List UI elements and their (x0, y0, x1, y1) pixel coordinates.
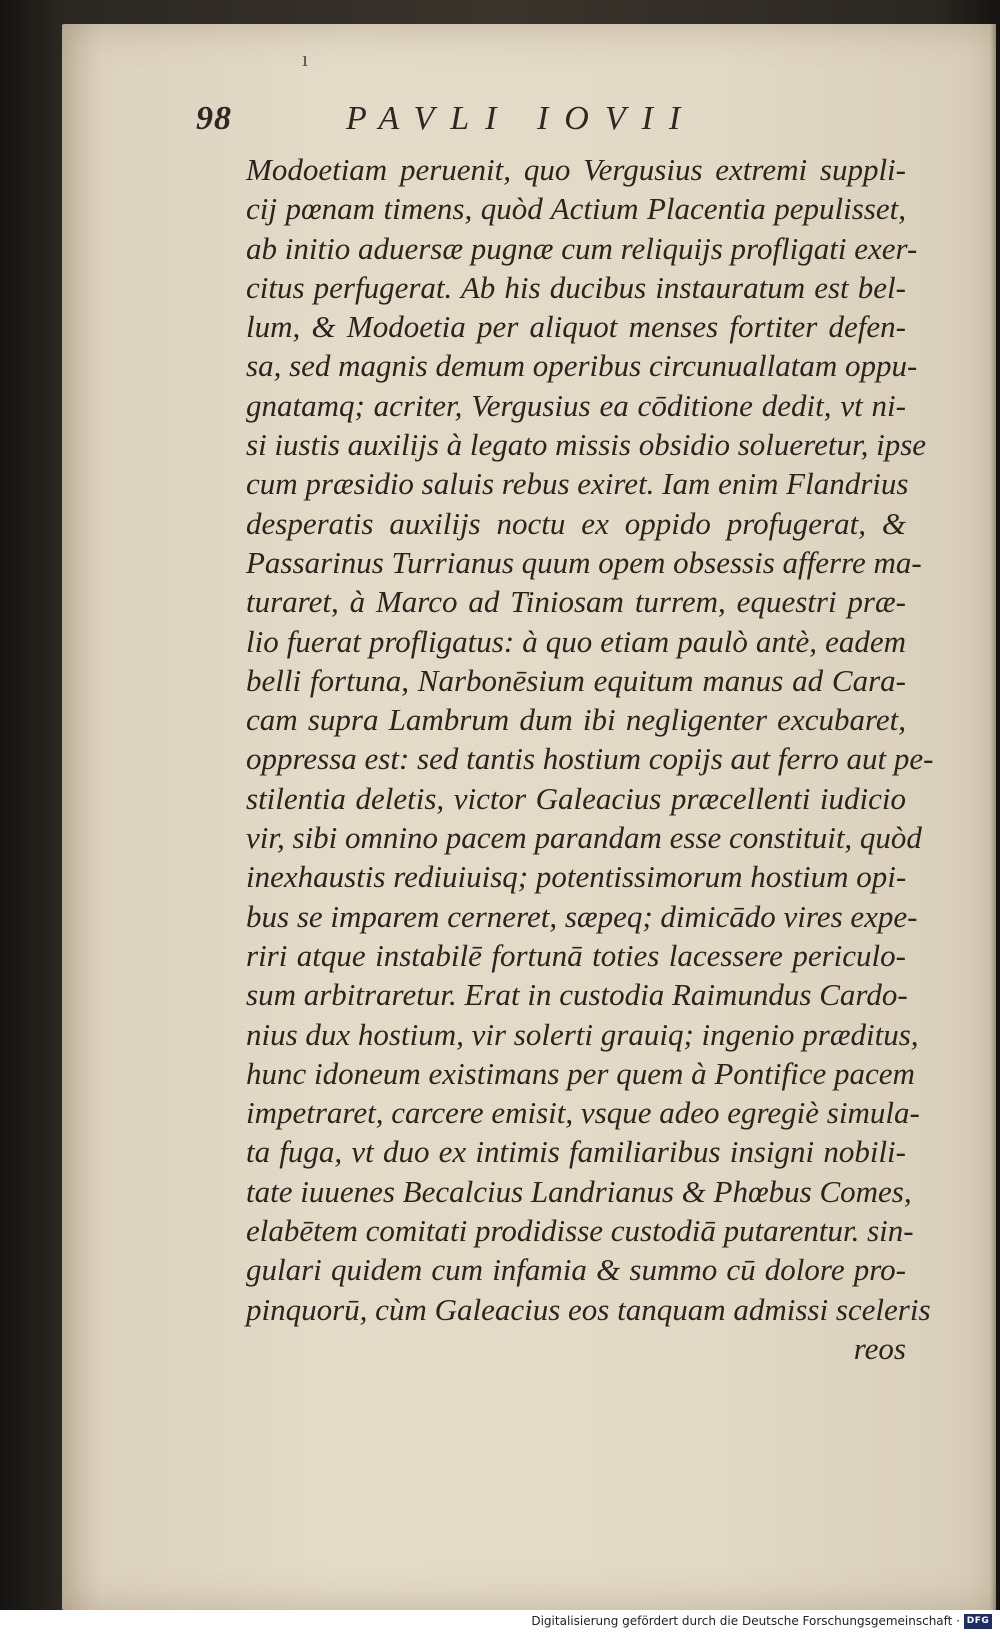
text-line: inexhaustis rediuiuisq; potentissimorum hostium opi- (246, 859, 907, 895)
text-line: hunc idoneum existimans per quem à Pontifice pacem (246, 1055, 915, 1091)
running-title: PAVLI IOVII (346, 100, 697, 137)
ink-speck: ı (302, 46, 309, 71)
text-line: belli fortuna, Narbonēsium equitum manus ad Cara- (246, 662, 906, 698)
text-line: sa, sed magnis demum operibus circunuallatam oppu- (246, 348, 918, 384)
text-line: si iustis auxilijs à legato missis obsidio solueretur, ipse (246, 427, 927, 463)
text-line: lum, & Modoetia per aliquot menses fortiter defen- (246, 309, 906, 345)
text-line: ab initio aduersæ pugnæ cum reliquijs profligati exer- (246, 230, 918, 266)
text-line: oppressa est: sed tantis hostium copijs aut ferro aut pe- (246, 741, 934, 777)
text-line: bus se imparem cerneret, sæpeq; dimicādo vires expe- (246, 898, 918, 934)
text-line: pinquorū, cùm Galeacius eos tanquam admissi sceleris (246, 1291, 931, 1327)
text-line: lio fuerat profligatus: à quo etiam paulò antè, eadem (246, 623, 906, 659)
text-line: gnatamq; acriter, Vergusius ea cōditione dedit, vt ni- (246, 387, 906, 423)
footer-bar (0, 1610, 1000, 1634)
dfg-logo-icon: DFG (964, 1614, 992, 1629)
text-line: gulari quidem cum infamia & summo cū dolore pro- (246, 1252, 906, 1288)
text-line: tate iuuenes Becalcius Landrianus & Phœbus Comes, (246, 1173, 912, 1209)
text-line: nius dux hostium, vir solerti grauiq; ingenio præditus, (246, 1016, 919, 1052)
text-line: cij pœnam timens, quòd Actium Placentia pepulisset, (246, 191, 906, 227)
text-line: citus perfugerat. Ab his ducibus instauratum est bel- (246, 269, 906, 305)
text-line: elabētem comitati prodidisse custodiā putarentur. sin- (246, 1213, 914, 1249)
text-line: cam supra Lambrum dum ibi negligenter excubaret, (246, 702, 906, 738)
text-line: impetraret, carcere emisit, vsque adeo egregiè simula- (246, 1095, 920, 1131)
text-line: vir, sibi omnino pacem parandam esse constituit, quòd (246, 820, 922, 856)
catchword: reos (853, 1330, 906, 1366)
text-line: Passarinus Turrianus quum opem obsessis afferre ma- (246, 544, 922, 580)
text-line: cum præsidio saluis rebus exiret. Iam enim Flandrius (246, 466, 909, 502)
text-line: turaret, à Marco ad Tiniosam turrem, equestri præ- (246, 584, 906, 620)
page-edge-shadow (990, 24, 996, 1610)
text-line: sum arbitraretur. Erat in custodia Raimundus Cardo- (246, 977, 908, 1013)
page-number: 98 (196, 100, 232, 137)
text-line: stilentia deletis, victor Galeacius præcellenti iudicio (246, 780, 906, 816)
footer-credit: Digitalisierung gefördert durch die Deutsche Forschungsgemeinschaft · (531, 1614, 960, 1628)
body-text (246, 150, 934, 1368)
text-line: desperatis auxilijs noctu ex oppido profugerat, & (246, 505, 906, 541)
running-head (196, 100, 816, 150)
text-line: riri atque instabilē fortunā toties lacessere periculo- (246, 937, 906, 973)
text-line: Modoetiam peruenit, quo Vergusius extremi suppli- (246, 152, 906, 187)
text-line: ta fuga, vt duo ex intimis familiaribus insigni nobili- (246, 1134, 906, 1170)
